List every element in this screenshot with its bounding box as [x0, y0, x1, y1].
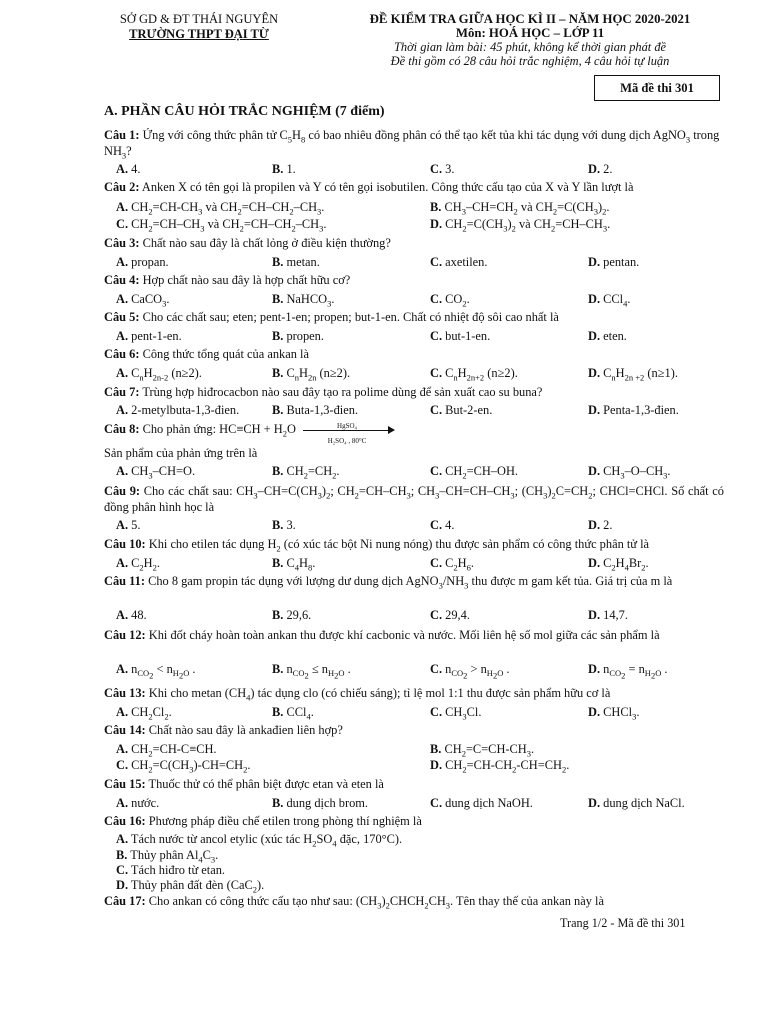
option-b[interactable]: B. propen. — [272, 329, 324, 343]
question-stem: Câu 6: Công thức tổng quát của ankan là — [104, 347, 309, 361]
question-stem: Câu 10: Khi cho etilen tác dụng $H_2$ (có xúc tác bột Ni nung nóng) thu được sản phẩm có công thức phân tử là — [104, 537, 650, 554]
option-b[interactable]: B. $n_{CO_2} \le n_{H_2O}$ . — [272, 662, 351, 682]
option-b[interactable]: B. dung dịch brom. — [272, 796, 369, 810]
option-c[interactable]: C. axetilen. — [430, 255, 488, 269]
question-stem: Câu 14: Chất nào sau đây là ankađien liên hợp? — [104, 723, 343, 737]
option-a[interactable]: A. $C_2H_2$. — [116, 556, 160, 573]
answer-row — [104, 255, 724, 271]
answer-row — [104, 217, 724, 233]
school-name: TRƯỜNG THPT ĐẠI TỪ — [129, 27, 269, 41]
question-2 — [104, 180, 724, 234]
answer-row — [104, 556, 724, 572]
option-c[interactable]: C. $CH_2=CH-OH$. — [430, 464, 518, 481]
question-stem: Câu 4: Hợp chất nào sau đây là hợp chất hữu cơ? — [104, 273, 351, 287]
option-a[interactable]: A. $CH_3-CH=O$. — [116, 464, 196, 481]
exam-subject: Môn: HOÁ HỌC – LỚP 11 — [455, 26, 605, 40]
question-16 — [104, 814, 724, 895]
section-title: A. PHẦN CÂU HỎI TRẮC NGHIỆM (7 điểm) — [104, 104, 385, 119]
question-17 — [104, 894, 724, 910]
question-8 — [104, 422, 724, 481]
option-b[interactable]: B. 29,6. — [272, 608, 312, 622]
option-c[interactable]: C. 4. — [430, 518, 455, 532]
exam-title: ĐỀ KIỂM TRA GIỮA HỌC KÌ II – NĂM HỌC 2020-2021 — [369, 12, 691, 26]
answer-row — [104, 832, 724, 848]
question-stem: Câu 5: Cho các chất sau; eten; pent-1-en; propen; but-1-en. Chất có nhiệt độ sôi cao nhất là — [104, 310, 559, 324]
option-c[interactable]: C. $C_nH_{2n+2}$ (n≥2). — [430, 366, 518, 383]
option-b[interactable]: B. $C_4H_8$. — [272, 556, 316, 573]
option-a[interactable]: A. $CH_2Cl_2$. — [116, 705, 172, 722]
option-d[interactable]: D. dung dịch NaCl. — [588, 796, 685, 810]
option-c[interactable]: C. $CH_3Cl$. — [430, 705, 482, 722]
reaction-conditions: H₂SO₄ , 80°C — [327, 437, 367, 446]
option-a[interactable]: A. CaCO$_3$. — [116, 292, 170, 309]
exam-code-box: Mã đề thi 301 — [594, 75, 720, 101]
option-c[interactable]: C. Tách hiđro từ etan. — [116, 863, 226, 877]
school-header — [104, 12, 294, 42]
option-d[interactable]: D. 2. — [588, 162, 613, 176]
option-b[interactable]: B. Thủy phân $Al_4C_3$. — [116, 848, 219, 865]
answer-row — [104, 329, 724, 345]
question-stem: Câu 7: Trùng hợp hiđrocacbon nào sau đây tạo ra polime dùng để sản xuất cao su buna? — [104, 385, 543, 399]
question-4 — [104, 273, 724, 309]
option-c[interactable]: C. But-2-en. — [430, 403, 493, 417]
answer-row — [104, 758, 724, 774]
option-a[interactable]: A. propan. — [116, 255, 169, 269]
option-c[interactable]: C. 29,4. — [430, 608, 470, 622]
answer-row — [104, 878, 724, 894]
option-b[interactable]: B. $CH_2=C=CH-CH_3$. — [430, 742, 535, 759]
option-a[interactable]: A. $CH_2=CH-CH_3$ và $CH_2=CH-CH_2-CH_3$. — [116, 200, 325, 217]
option-c[interactable]: C. $CH_2=C(CH_3)-CH=CH_2$. — [116, 758, 251, 775]
option-d[interactable]: D. CHCl$_3$. — [588, 705, 640, 722]
answer-row — [104, 705, 724, 721]
option-b[interactable]: B. Buta-1,3-đien. — [272, 403, 359, 417]
option-b[interactable]: B. $CH_2=CH_2$. — [272, 464, 340, 481]
option-a[interactable]: A. nước. — [116, 796, 160, 810]
question-stem-cont: Sản phẩm của phản ứng trên là — [104, 446, 258, 460]
option-a[interactable]: A. 5. — [116, 518, 141, 532]
option-d[interactable]: D. $CH_2=CH-CH_2-CH=CH_2$. — [430, 758, 570, 775]
question-stem: Câu 11: Cho 8 gam propin tác dụng với lượng dư dung dịch $AgNO_3/NH_3$ thu được m gam kết tủa. Giá trị của m là — [104, 574, 673, 591]
answer-row — [104, 608, 724, 624]
question-stem: Câu 2: Anken X có tên gọi là propilen và Y có tên gọi isobutilen. Công thức cấu tạo của X và Y lần lượt là — [104, 180, 634, 194]
question-14 — [104, 723, 724, 775]
question-11 — [104, 574, 724, 622]
option-a[interactable]: A. 48. — [116, 608, 147, 622]
option-d[interactable]: D. $C_2H_4Br_2$. — [588, 556, 649, 573]
question-5 — [104, 310, 724, 343]
answer-row — [104, 742, 724, 758]
question-10 — [104, 537, 724, 573]
option-c[interactable]: C. $n_{CO_2} > n_{H_2O}$ . — [430, 662, 510, 682]
question-stem: Câu 8: Cho phản ứng: $HC\equiv CH + H_2O$ HgSO₄ H₂SO₄ , 80°C — [104, 422, 724, 438]
option-d[interactable]: D. $n_{CO_2} = n_{H_2O}$ . — [588, 662, 668, 682]
question-12 — [104, 628, 724, 682]
question-3 — [104, 236, 724, 269]
department-name: SỞ GD & ĐT THÁI NGUYÊN — [119, 12, 279, 26]
option-d[interactable]: D. $CH_2=C(CH_3)_2$ và $CH_2=CH-CH_3$. — [430, 217, 611, 234]
answer-row — [104, 464, 724, 480]
answer-row — [104, 863, 724, 879]
option-b[interactable]: B. $CH_3-CH=CH_2$ và $CH_2=C(CH_3)_2$. — [430, 200, 610, 217]
option-d[interactable]: D. Penta-1,3-đien. — [588, 403, 679, 417]
option-a[interactable]: A. pent-1-en. — [116, 329, 182, 343]
option-c[interactable]: C. $CH_2=CH-CH_3$ và $CH_2=CH-CH_2-CH_3$. — [116, 217, 327, 234]
option-c[interactable]: C. $C_2H_6$. — [430, 556, 474, 573]
option-d[interactable]: D. pentan. — [588, 255, 640, 269]
option-d[interactable]: D. 2. — [588, 518, 613, 532]
question-15 — [104, 777, 724, 810]
option-d[interactable]: D. $C_nH_{2n +2}$ (n≥1). — [588, 366, 678, 383]
answer-row — [104, 403, 724, 419]
question-stem: Câu 15: Thuốc thử có thể phân biệt được etan và eten là — [104, 777, 384, 791]
question-7 — [104, 385, 724, 417]
question-stem: Câu 9: Cho các chất sau: $CH_3-CH=C(CH_3)_2$; $CH_2=CH-CH_3$; $CH_3-CH=CH-CH_3$; $(CH_3)_2C=CH_2$; CHCl=CHCl. Số chất có đồng phân hình học là — [104, 484, 724, 514]
option-b[interactable]: B. NaHCO$_3$. — [272, 292, 335, 309]
answer-row — [104, 292, 724, 308]
reaction-catalyst: HgSO₄ — [337, 422, 357, 431]
question-9 — [104, 484, 724, 532]
option-c[interactable]: C. dung dịch NaOH. — [430, 796, 533, 810]
question-1 — [104, 128, 724, 176]
option-c[interactable]: C. $CO_2$. — [430, 292, 470, 309]
question-stem: Câu 13: Khi cho metan $(CH_4)$ tác dụng clo (có chiếu sáng); tỉ lệ mol 1:1 thu được sản phẩm hữu cơ là — [104, 686, 611, 703]
option-a[interactable]: A. $CH_2=CH-C\equiv CH$. — [116, 742, 217, 759]
option-b[interactable]: B. metan. — [272, 255, 320, 269]
answer-row — [104, 162, 724, 178]
option-a[interactable]: A. 2-metylbuta-1,3-đien. — [116, 403, 240, 417]
option-c[interactable]: C. 3. — [430, 162, 455, 176]
exam-time: Thời gian làm bài: 45 phút, không kể thời gian phát đề — [393, 40, 667, 54]
question-stem: Câu 17: Cho ankan có công thức cấu tạo như sau: $(CH_3)_2CHCH_2CH_3$. Tên thay thế của ankan này là — [104, 894, 604, 911]
option-d[interactable]: D. $CH_3-O-CH_3$. — [588, 464, 671, 481]
answer-row — [104, 662, 724, 682]
option-d[interactable]: D. 14,7. — [588, 608, 628, 622]
reaction-arrow — [303, 422, 395, 446]
option-a[interactable]: A. $n_{CO_2} < n_{H_2O}$ . — [116, 662, 196, 682]
answer-row — [104, 848, 724, 864]
option-c[interactable]: C. but-1-en. — [430, 329, 491, 343]
exam-header — [320, 12, 740, 68]
question-stem: Câu 1: Ứng với công thức phân tử $C_5H_8$ có bao nhiêu đồng phân có thể tạo kết tủa khi tác dụng với dung dịch AgNO$_3$ trong $NH_3$? — [104, 128, 720, 160]
option-a[interactable]: A. 4. — [116, 162, 141, 176]
option-a[interactable]: A. $C_nH_{2n-2}$ (n≥2). — [116, 366, 202, 383]
question-stem: Câu 3: Chất nào sau đây là chất lỏng ở điều kiện thường? — [104, 236, 391, 250]
answer-row — [104, 518, 724, 534]
option-a[interactable]: A. Tách nước từ ancol etylic (xúc tác $H_2SO_4$ đặc, 170°C). — [116, 832, 403, 849]
question-stem: Câu 16: Phương pháp điều chế etilen trong phòng thí nghiệm là — [104, 814, 422, 828]
option-d[interactable]: D. CCl$_4$. — [588, 292, 631, 309]
question-6 — [104, 347, 724, 383]
answer-row — [104, 796, 724, 812]
page-footer: Trang 1/2 - Mã đề thi 301 — [560, 916, 686, 930]
exam-info: Đề thi gồm có 28 câu hỏi trắc nghiệm, 4 câu hỏi tự luận — [390, 54, 670, 68]
option-b[interactable]: B. 1. — [272, 162, 296, 176]
option-b[interactable]: B. 3. — [272, 518, 296, 532]
question-13 — [104, 686, 724, 722]
option-b[interactable]: B. CCl$_4$. — [272, 705, 314, 722]
option-d[interactable]: D. Thủy phân đất đèn (CaC$_2$). — [116, 878, 265, 895]
option-b[interactable]: B. $C_nH_{2n}$ (n≥2). — [272, 366, 351, 383]
question-stem: Câu 12: Khi đốt cháy hoàn toàn ankan thu được khí cacbonic và nước. Mối liên hệ số mol giữa các sản phẩm là — [104, 628, 660, 642]
option-d[interactable]: D. eten. — [588, 329, 627, 343]
answer-row — [104, 366, 724, 382]
answer-row — [104, 200, 724, 216]
